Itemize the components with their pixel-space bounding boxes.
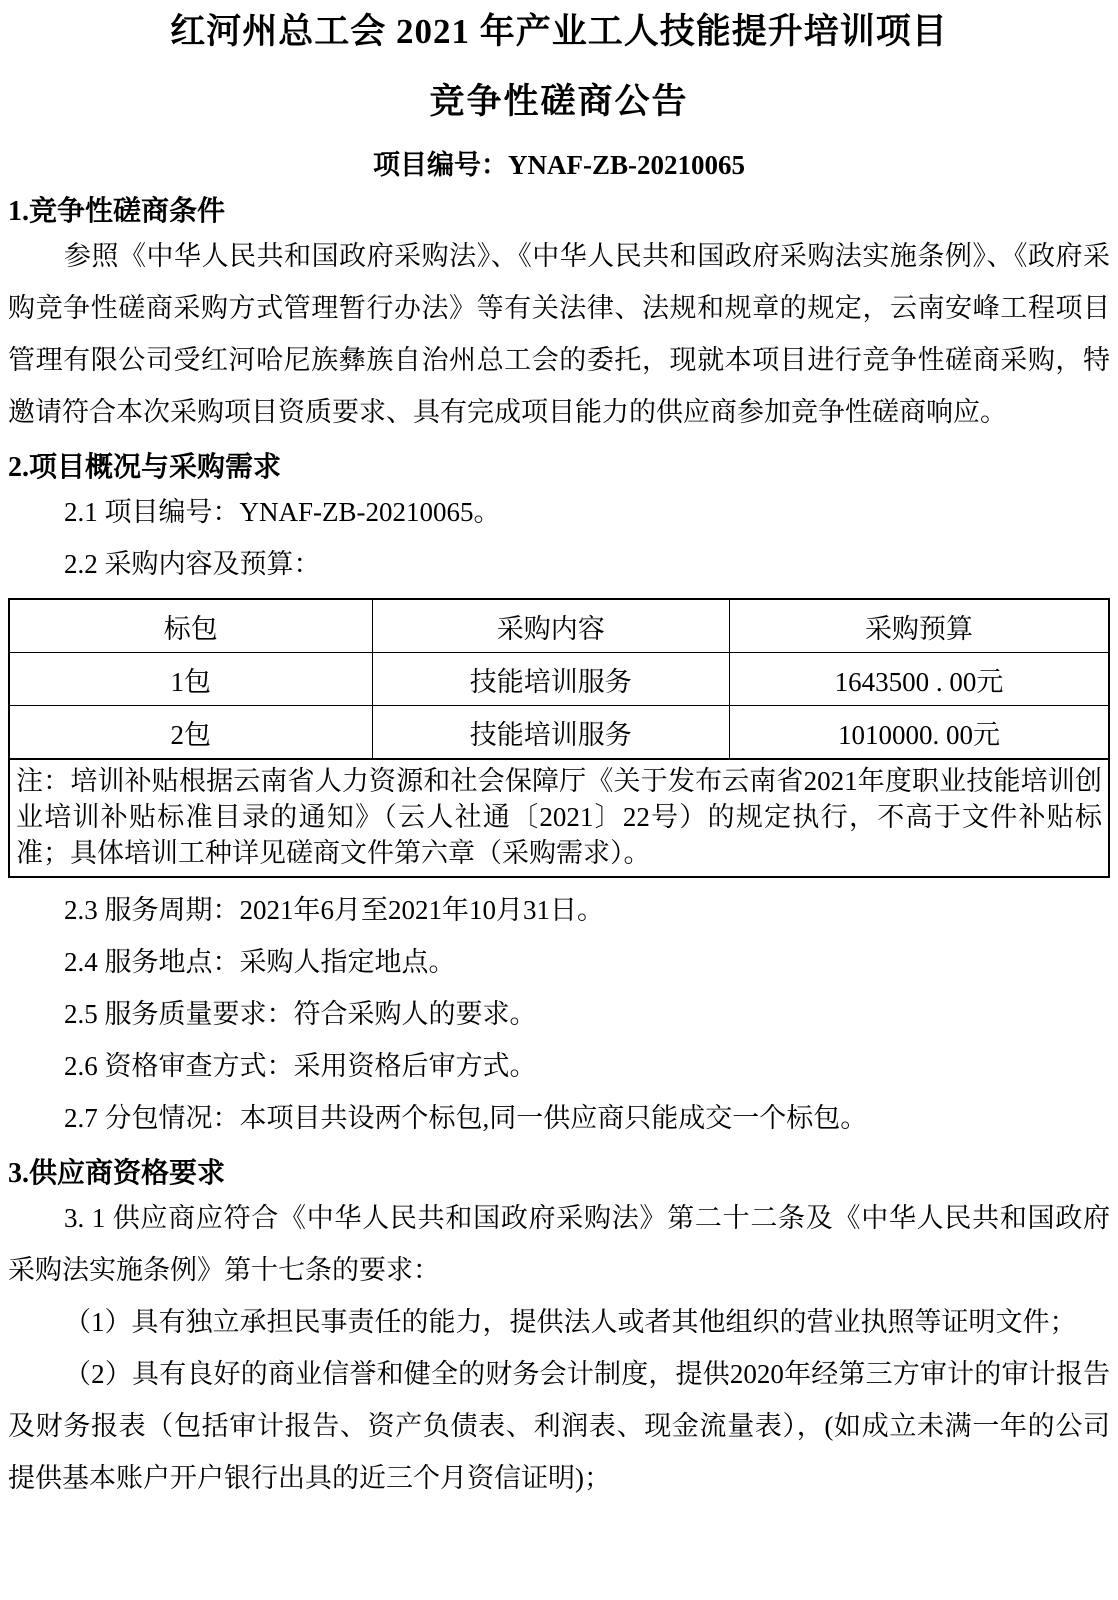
requirement-1: （1）具有独立承担民事责任的能力，提供法人或者其他组织的营业执照等证明文件； <box>64 1307 1077 1337</box>
clause-3-1: 3. 1 供应商应符合《中华人民共和国政府采购法》第二十二条及《中华人民共和国政府采购法实施条例》第十七条的要求： <box>8 1203 1110 1285</box>
header-cell-content: 采购内容 <box>372 599 730 653</box>
clause-2-3: 2.3 服务周期：2021年6月至2021年10月31日。 <box>64 895 604 925</box>
section-1-paragraph: 参照《中华人民共和国政府采购法》、《中华人民共和国政府采购法实施条例》、《政府采购竞争性磋商采购方式管理暂行办法》等有关法律、法规和规章的规定，云南安峰工程项目管理有限公司受红河哈尼族彝族自治州总工会的委托，现就本项目进行竞争性磋商采购，特邀请符合本次采购项目资质要求、具有完成项目能力的供应商参加竞争性磋商响应。 <box>8 241 1110 427</box>
document-subtitle: 竞争性磋商公告 <box>429 82 689 121</box>
clause-2-7: 2.7 分包情况：本项目共设两个标包,同一供应商只能成交一个标包。 <box>64 1103 868 1133</box>
cell-budget-2: 1010000. 00元 <box>730 706 1110 760</box>
section-1-heading: 1.竞争性磋商条件 <box>8 196 226 227</box>
cell-budget-1: 1643500 . 00元 <box>730 653 1110 706</box>
clause-2-6: 2.6 资格审查方式：采用资格后审方式。 <box>64 1051 537 1081</box>
clause-2-2: 2.2 采购内容及预算： <box>64 549 321 579</box>
budget-table-header-row <box>9 599 1109 653</box>
table-row <box>9 706 1109 760</box>
section-3-heading: 3.供应商资格要求 <box>8 1158 226 1189</box>
document-title: 红河州总工会 2021 年产业工人技能提升培训项目 <box>170 12 948 51</box>
table-note: 注：培训补贴根据云南省人力资源和社会保障厅《关于发布云南省2021年度职业技能培训创业培训补贴标准目录的通知》（云人社通〔2021〕22号）的规定执行，不高于文件补贴标准；具体培训工种详见磋商文件第六章（采购需求）。 <box>9 759 1109 877</box>
section-2-heading: 2.项目概况与采购需求 <box>8 452 282 483</box>
clause-2-5: 2.5 服务质量要求：符合采购人的要求。 <box>64 999 537 1029</box>
table-row <box>9 653 1109 706</box>
budget-table <box>8 598 1110 878</box>
project-number: 项目编号：YNAF-ZB-20210065 <box>373 150 745 180</box>
table-note-row <box>9 759 1109 877</box>
cell-content-1: 技能培训服务 <box>372 653 730 706</box>
cell-package-1: 1包 <box>9 653 372 706</box>
clause-2-4: 2.4 服务地点：采购人指定地点。 <box>64 947 456 977</box>
header-cell-package: 标包 <box>9 599 372 653</box>
header-cell-budget: 采购预算 <box>730 599 1110 653</box>
cell-package-2: 2包 <box>9 706 372 760</box>
cell-content-2: 技能培训服务 <box>372 706 730 760</box>
clause-2-1: 2.1 项目编号：YNAF-ZB-20210065。 <box>64 497 501 527</box>
requirement-2: （2）具有良好的商业信誉和健全的财务会计制度，提供2020年经第三方审计的审计报告及财务报表（包括审计报告、资产负债表、利润表、现金流量表），(如成立未满一年的公司提供基本账户开户银行出具的近三个月资信证明)； <box>8 1359 1110 1493</box>
